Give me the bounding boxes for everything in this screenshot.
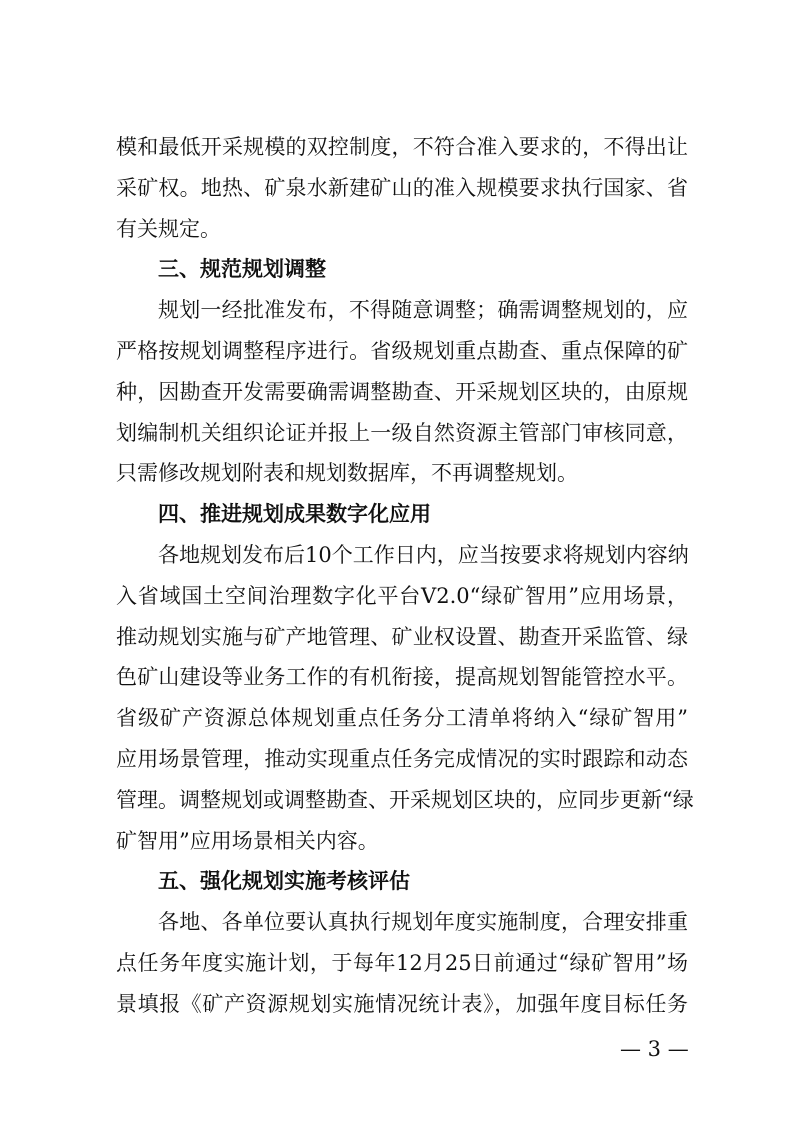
paragraph-line: 只需修改规划附表和规划数据库，不再调整规划。	[116, 461, 578, 486]
paragraph-line: 点任务年度实施计划，于每年12月25日前通过“绿矿智用”场	[116, 950, 688, 975]
paragraph-line: 模和最低开采规模的双控制度，不符合准入要求的，不得出让	[116, 135, 688, 159]
paragraph-line: 色矿山建设等业务工作的有机衔接，提高规划智能管控水平。	[116, 665, 688, 690]
paragraph-line: 入省域国土空间治理数字化平台V2.0“绿矿智用”应用场景，	[116, 583, 688, 608]
paragraph-line: 省级矿产资源总体规划重点任务分工清单将纳入“绿矿智用”	[116, 706, 688, 731]
paragraph-line: 规划一经批准发布，不得随意调整；确需调整规划的，应	[158, 298, 688, 323]
paragraph-line: 推动规划实施与矿产地管理、矿业权设置、勘查开采监管、绿	[116, 624, 688, 649]
paragraph-line: 各地规划发布后10个工作日内，应当按要求将规划内容纳	[158, 542, 689, 567]
paragraph-line: 采矿权。地热、矿泉水新建矿山的准入规模要求执行国家、省	[116, 175, 688, 200]
paragraph-line: 管理。调整规划或调整勘查、开采规划区块的，应同步更新“绿	[116, 787, 694, 812]
paragraph-line: 种，因勘查开发需要确需调整勘查、开采规划区块的，由原规	[116, 379, 688, 404]
paragraph-line: 划编制机关组织论证并报上一级自然资源主管部门审核同意，	[116, 420, 688, 445]
paragraph-line: 严格按规划调整程序进行。省级规划重点勘查、重点保障的矿	[116, 338, 688, 363]
paragraph-line: 有关规定。	[116, 216, 221, 241]
section-heading-5: 五、强化规划实施考核评估	[158, 869, 410, 894]
page-number: — 3 —	[620, 1037, 689, 1061]
paragraph-line: 各地、各单位要认真执行规划年度实施制度，合理安排重	[158, 910, 688, 935]
paragraph-line: 应用场景管理，推动实现重点任务完成情况的实时跟踪和动态	[116, 746, 688, 771]
paragraph-line: 矿智用”应用场景相关内容。	[116, 828, 379, 853]
body-text	[116, 127, 694, 1025]
section-heading-3: 三、规范规划调整	[158, 257, 326, 282]
paragraph-line: 景填报《矿产资源规划实施情况统计表》，加强年度目标任务	[116, 991, 688, 1016]
section-heading-4: 四、推进规划成果数字化应用	[158, 502, 431, 527]
